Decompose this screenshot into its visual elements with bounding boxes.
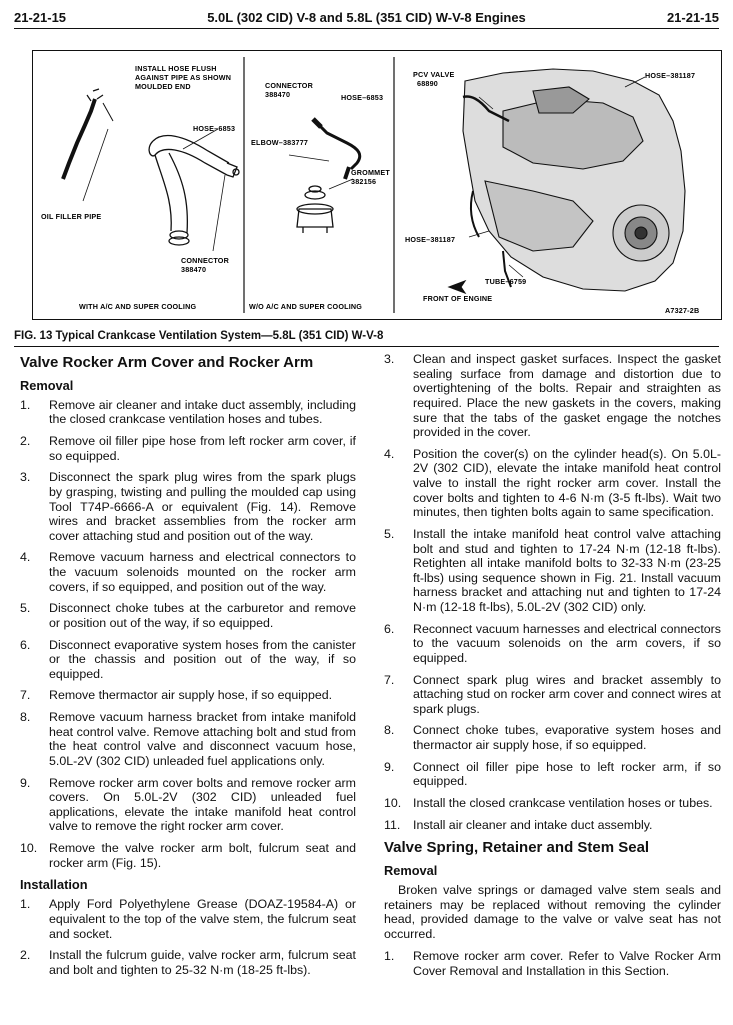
panel3-hose-left-label: HOSE–381187 bbox=[405, 235, 456, 244]
page-number-left: 21-21-15 bbox=[14, 9, 67, 25]
panel2-connector-label: CONNECTOR bbox=[265, 81, 313, 90]
list-item: 5. Install the intake manifold heat control valve attaching bolt and stud and tighten to 17-24 N·m (12-18 ft-lbs). Retighten all intake manifold bolts to 32-33 N·m (23-25 ft-lbs) using sequence shown in Fig. 21. Install vacuum harness bracket and attaching nut and tighten to 17-24 N·m (12-18 ft-lbs), 5.0L-2V (302 CID) only. bbox=[384, 526, 721, 614]
panel1-connector-number: 388470 bbox=[181, 265, 207, 274]
subheading-installation: Installation bbox=[20, 877, 88, 893]
page-number-right: 21-21-15 bbox=[666, 9, 719, 25]
figure-caption: FIG. 13 Typical Crankcase Ventilation System—5.8L (351 CID) W-V-8 bbox=[14, 330, 384, 342]
panel2-grommet-number: 382156 bbox=[351, 177, 377, 186]
panel2-grommet-label: GROMMET bbox=[351, 168, 390, 177]
panel1-note-line1: INSTALL HOSE FLUSH bbox=[135, 64, 217, 73]
list-item: 8. Remove vacuum harness bracket from intake manifold heat control valve. Remove attaching bolt and stud from the heat control valve and disconnect vacuum hose, 5.0L-2V (302 CID) unleaded fuel applications only. bbox=[20, 710, 356, 768]
page-title: 5.0L (302 CID) V-8 and 5.8L (351 CID) W-V-8 Engines bbox=[207, 9, 526, 25]
caption-divider bbox=[14, 346, 719, 347]
list-item: 3. Disconnect the spark plug wires from the spark plugs by grasping, twisting and pulling the moulded cap using Tool T74P-6666-A or equivalent (Fig. 14). Remove wires and bracket assemblies from the rocker arm cover attaching stud and position out of the way. bbox=[20, 470, 356, 543]
list-item: 11. Install air cleaner and intake duct assembly. bbox=[384, 817, 653, 832]
panel1-hose-label: HOSE–6853 bbox=[193, 124, 236, 133]
list-item: 5. Disconnect choke tubes at the carburetor and remove or position out of the way, if so equipped. bbox=[20, 601, 356, 630]
right-column bbox=[384, 352, 721, 986]
page-header bbox=[14, 6, 719, 29]
list-item: 3. Clean and inspect gasket surfaces. Inspect the gasket sealing surface from damage and distortion due to overtightening of the bolts. Repair and straighten as required. Place the new gaskets in the covers, making sure that the tabs of the gasket engage the notches provided in the cover. bbox=[384, 352, 721, 440]
removal-steps-list bbox=[20, 398, 356, 871]
panel1-note-line2: AGAINST PIPE AS SHOWN bbox=[135, 73, 232, 82]
figure-crankcase-ventilation bbox=[32, 50, 722, 320]
panel2-caption: W/O A/C AND SUPER COOLING bbox=[249, 302, 363, 311]
list-item: 4. Position the cover(s) on the cylinder head(s). On 5.0L-2V (302 CID), elevate the intake manifold heat control valve to install the right rocker arm cover. Install the cover bolts and tighten to 4-6 N·m (3-5 ft-lbs). Wait two minutes, then tighten bolts again to same specification. bbox=[384, 446, 721, 520]
panel-with-ac-drawing bbox=[63, 89, 239, 251]
figure-illustration bbox=[33, 51, 721, 319]
figure-code: A7327-2B bbox=[665, 306, 700, 315]
list-item: 10. Remove the valve rocker arm bolt, fulcrum seat and rocker arm (Fig. 15). bbox=[20, 841, 356, 870]
panel2-connector-number: 388470 bbox=[265, 90, 291, 99]
panel2-elbow-label: ELBOW–383777 bbox=[251, 138, 309, 147]
section-heading-rocker-arm: Valve Rocker Arm Cover and Rocker Arm bbox=[20, 354, 314, 371]
panel3-front-label: FRONT OF ENGINE bbox=[423, 294, 493, 303]
panel3-pcv-number: 68890 bbox=[417, 79, 438, 88]
valve-removal-steps bbox=[384, 949, 721, 978]
panel2-hose-label: HOSE–6853 bbox=[341, 93, 384, 102]
list-item: 7. Connect spark plug wires and bracket assembly to attaching stud on rocker arm cover and connect wires at spark plugs. bbox=[384, 672, 721, 716]
list-item: 1. Remove air cleaner and intake duct assembly, including the closed crankcase ventilation hoses and tubes. bbox=[20, 397, 356, 427]
list-item: 2. Remove oil filler pipe hose from left rocker arm cover, if so equipped. bbox=[20, 434, 356, 463]
list-item: 6. Reconnect vacuum harnesses and electrical connectors to the vacuum solenoids on the arm covers, if so equipped. bbox=[384, 621, 721, 665]
list-item: 4. Remove vacuum harness and electrical connectors to the vacuum solenoids mounted on the rocker arm covers, if so equipped, and position out of the way. bbox=[20, 550, 356, 594]
panel3-pcv-label: PCV VALVE bbox=[413, 70, 455, 79]
panel-engine-drawing bbox=[449, 69, 685, 293]
list-item: 7. Remove thermactor air supply hose, if so equipped. bbox=[20, 688, 333, 703]
list-item: 9. Remove rocker arm cover bolts and remove rocker arm covers. On 5.0L-2V (302 CID) unleaded fuel applications, elevate the intake manifold heat control valve to remove the right rocker arm cover. bbox=[20, 775, 356, 834]
subheading-removal: Removal bbox=[20, 377, 74, 393]
panel1-caption: WITH A/C AND SUPER COOLING bbox=[79, 302, 197, 311]
list-item: 10. Install the closed crankcase ventilation hoses or tubes. bbox=[384, 795, 713, 810]
panel-without-ac-drawing bbox=[289, 119, 360, 233]
panel1-connector-label: CONNECTOR bbox=[181, 256, 229, 265]
panel3-tube-label: TUBE–6759 bbox=[485, 277, 527, 286]
installation-steps-continued bbox=[384, 352, 721, 832]
panel1-note-line3: MOULDED END bbox=[135, 82, 191, 91]
panel1-pipe-label: OIL FILLER PIPE bbox=[41, 212, 102, 221]
left-column bbox=[20, 352, 356, 985]
installation-steps-list bbox=[20, 897, 356, 977]
list-item: 9. Connect oil filler pipe hose to left rocker arm, if so equipped. bbox=[384, 759, 721, 789]
panel3-hose-top-label: HOSE–381187 bbox=[645, 71, 696, 80]
list-item: 6. Disconnect evaporative system hoses from the canister or the chassis and position out of the way, if so equipped. bbox=[20, 637, 356, 681]
subheading-removal-valve: Removal bbox=[384, 862, 438, 878]
list-item: 2. Install the fulcrum guide, valve rocker arm, fulcrum seat and bolt and tighten to 25-32 N·m (18-25 ft-lbs). bbox=[20, 948, 356, 977]
intro-paragraph: Broken valve springs or damaged valve stem seals and retainers may be replaced without removing the cylinder head, provided damage to the valve or valve seat has not occurred. bbox=[384, 882, 721, 941]
list-item: 1. Remove rocker arm cover. Refer to Valve Rocker Arm Cover Removal and Installation in this Section. bbox=[384, 949, 721, 979]
list-item: 8. Connect choke tubes, evaporative system hoses and thermactor air supply hose, if so equipped. bbox=[384, 723, 721, 752]
section-heading-valve-spring: Valve Spring, Retainer and Stem Seal bbox=[384, 839, 650, 857]
list-item: 1. Apply Ford Polyethylene Grease (DOAZ-19584-A) or equivalent to the top of the valve stem, the fulcrum seat and socket. bbox=[20, 897, 356, 941]
